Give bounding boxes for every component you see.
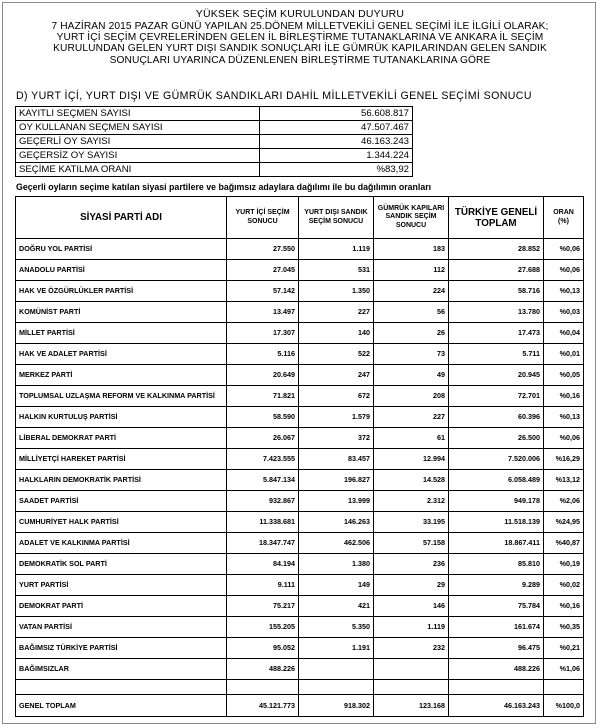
cell-ratio: %0,04 [544,323,584,344]
cell-domestic: 13.497 [227,302,299,323]
summary-value: %83,92 [260,163,413,177]
cell-party: MERKEZ PARTİ [16,365,227,386]
table-row [16,554,584,575]
cell-abroad: 421 [299,596,374,617]
table-row-spacer [16,680,584,695]
cell-ratio: %0,35 [544,617,584,638]
cell-customs: 227 [374,407,449,428]
table-row [16,470,584,491]
cell-ratio: %1,06 [544,659,584,680]
cell-party: VATAN PARTİSİ [16,617,227,638]
cell-ratio: %0,03 [544,302,584,323]
table-row [16,386,584,407]
cell-total: 20.945 [449,365,544,386]
cell-domestic: 57.142 [227,281,299,302]
table-row [16,239,584,260]
cell-party: MİLLİYETÇİ HAREKET PARTİSİ [16,449,227,470]
cell-customs: 123.168 [374,695,449,717]
cell-domestic: 27.045 [227,260,299,281]
summary-value: 1.344.224 [260,149,413,163]
cell-abroad: 1.119 [299,239,374,260]
cell-ratio: %24,95 [544,512,584,533]
summary-table [15,106,413,177]
cell-party: HAK VE ADALET PARTİSİ [16,344,227,365]
cell-domestic: 71.821 [227,386,299,407]
cell-total [449,680,544,695]
cell-total: 6.058.489 [449,470,544,491]
cell-customs: 49 [374,365,449,386]
cell-party: DEMOKRAT PARTİ [16,596,227,617]
cell-party [16,680,227,695]
cell-customs: 73 [374,344,449,365]
cell-total: 28.852 [449,239,544,260]
cell-abroad: 140 [299,323,374,344]
cell-ratio: %0,06 [544,428,584,449]
cell-ratio: %0,16 [544,596,584,617]
cell-total: 85.810 [449,554,544,575]
cell-abroad: 1.579 [299,407,374,428]
summary-row [16,163,413,177]
cell-domestic: 45.121.773 [227,695,299,717]
table-row [16,260,584,281]
cell-abroad: 522 [299,344,374,365]
cell-domestic: 20.649 [227,365,299,386]
summary-row [16,121,413,135]
results-body [16,239,584,717]
cell-customs [374,680,449,695]
table-row [16,449,584,470]
cell-party: BAĞIMSIZLAR [16,659,227,680]
column-header-ratio: ORAN (%) [544,197,584,239]
header-line: 7 HAZİRAN 2015 PAZAR GÜNÜ YAPILAN 25.DÖNEM MİLLETVEKİLİ GENEL SEÇİMİ İLE İLGİLİ OLARAK; [51,21,549,32]
cell-ratio: %100,0 [544,695,584,717]
summary-label: KAYITLI SEÇMEN SAYISI [16,107,260,121]
cell-party: GENEL TOPLAM [16,695,227,717]
cell-total: 60.396 [449,407,544,428]
cell-party: ADALET VE KALKINMA PARTİSİ [16,533,227,554]
cell-domestic: 27.550 [227,239,299,260]
cell-total: 13.780 [449,302,544,323]
cell-domestic: 5.847.134 [227,470,299,491]
cell-domestic: 58.590 [227,407,299,428]
column-header-abroad: YURT DIŞI SANDIK SEÇİM SONUCU [299,197,374,239]
cell-total: 26.500 [449,428,544,449]
summary-label: GEÇERSİZ OY SAYISI [16,149,260,163]
cell-domestic: 95.052 [227,638,299,659]
cell-customs: 236 [374,554,449,575]
cell-party: BAĞIMSIZ TÜRKİYE PARTİSİ [16,638,227,659]
cell-domestic: 11.338.681 [227,512,299,533]
cell-ratio: %40,87 [544,533,584,554]
summary-label: OY KULLANAN SEÇMEN SAYISI [16,121,260,135]
cell-total: 96.475 [449,638,544,659]
summary-label: GEÇERLİ OY SAYISI [16,135,260,149]
table-row [16,533,584,554]
table-row [16,428,584,449]
cell-party: LİBERAL DEMOKRAT PARTİ [16,428,227,449]
cell-total: 11.518.139 [449,512,544,533]
cell-total: 75.784 [449,596,544,617]
cell-customs: 1.119 [374,617,449,638]
cell-abroad: 146.263 [299,512,374,533]
results-table-caption: Geçerli oyların seçime katılan siyasi partilere ve bağımsız adaylara dağılımı ile bu dağılımın oranları [16,182,432,192]
header-line: KURULUNDAN GELEN YURT DIŞI SANDIK SONUÇLARI İLE GÜMRÜK KAPILARINDAN GELEN SANDIK [53,43,547,55]
cell-customs: 56 [374,302,449,323]
announcement-header [0,8,600,66]
cell-customs [374,659,449,680]
cell-domestic: 9.111 [227,575,299,596]
cell-ratio: %0,21 [544,638,584,659]
cell-abroad: 672 [299,386,374,407]
cell-abroad: 531 [299,260,374,281]
cell-abroad: 149 [299,575,374,596]
cell-customs: 224 [374,281,449,302]
cell-ratio: %13,12 [544,470,584,491]
cell-domestic: 84.194 [227,554,299,575]
cell-party: HAK VE ÖZGÜRLÜKLER PARTİSİ [16,281,227,302]
cell-domestic: 488.226 [227,659,299,680]
cell-customs: 26 [374,323,449,344]
cell-party: KOMÜNİST PARTİ [16,302,227,323]
cell-abroad: 196.827 [299,470,374,491]
table-row [16,344,584,365]
header-line: SONUÇLARI UYARINCA DÜZENLENEN BİRLEŞTİRME TUTANAKLARINA GÖRE [109,54,491,66]
column-header-total: TÜRKİYE GENELİ TOPLAM [449,197,544,239]
cell-domestic: 75.217 [227,596,299,617]
cell-domestic: 932.867 [227,491,299,512]
cell-ratio: %0,16 [544,386,584,407]
cell-party: TOPLUMSAL UZLAŞMA REFORM VE KALKINMA PARTİSİ [16,386,227,407]
cell-total: 949.178 [449,491,544,512]
cell-abroad: 1.380 [299,554,374,575]
cell-total: 18.867.411 [449,533,544,554]
cell-party: YURT PARTİSİ [16,575,227,596]
cell-total: 46.163.243 [449,695,544,717]
cell-total: 161.674 [449,617,544,638]
cell-ratio: %0,13 [544,407,584,428]
cell-party: ANADOLU PARTİSİ [16,260,227,281]
cell-party: DOĞRU YOL PARTİSİ [16,239,227,260]
cell-party: CUMHURİYET HALK PARTİSİ [16,512,227,533]
cell-domestic: 7.423.555 [227,449,299,470]
cell-customs: 112 [374,260,449,281]
cell-party: MİLLET PARTİSİ [16,323,227,344]
table-row [16,323,584,344]
cell-abroad: 1.191 [299,638,374,659]
table-row [16,512,584,533]
cell-ratio: %16,29 [544,449,584,470]
total-row [16,695,584,717]
announcement-title: YÜKSEK SEÇİM KURULUNDAN DUYURU [195,8,405,20]
summary-row [16,149,413,163]
cell-customs: 14.528 [374,470,449,491]
cell-customs: 12.994 [374,449,449,470]
cell-total: 17.473 [449,323,544,344]
cell-customs: 208 [374,386,449,407]
cell-ratio: %0,02 [544,575,584,596]
cell-domestic: 5.116 [227,344,299,365]
cell-abroad: 5.350 [299,617,374,638]
cell-total: 9.289 [449,575,544,596]
cell-total: 58.716 [449,281,544,302]
cell-customs: 57.158 [374,533,449,554]
cell-abroad: 227 [299,302,374,323]
cell-total: 5.711 [449,344,544,365]
cell-abroad: 372 [299,428,374,449]
header-line: YURT İÇİ SEÇİM ÇEVRELERİNDEN GELEN İL BİRLEŞTİRME TUTANAKLARINA VE ANKARA İL SEÇİM [56,32,544,44]
results-table [15,196,584,717]
cell-ratio: %0,13 [544,281,584,302]
summary-label: SEÇİME KATILMA ORANI [16,163,260,177]
results-header-row [16,197,584,239]
cell-abroad [299,680,374,695]
cell-abroad: 462.506 [299,533,374,554]
cell-customs: 146 [374,596,449,617]
cell-domestic [227,680,299,695]
cell-party: SAADET PARTİSİ [16,491,227,512]
table-row [16,491,584,512]
summary-row [16,135,413,149]
cell-party: DEMOKRATİK SOL PARTİ [16,554,227,575]
cell-ratio: %0,06 [544,260,584,281]
cell-abroad: 13.999 [299,491,374,512]
cell-total: 488.226 [449,659,544,680]
cell-ratio: %0,01 [544,344,584,365]
cell-party: HALKIN KURTULUŞ PARTİSİ [16,407,227,428]
cell-domestic: 26.067 [227,428,299,449]
cell-ratio: %0,06 [544,239,584,260]
cell-abroad: 1.350 [299,281,374,302]
table-row [16,596,584,617]
summary-value: 46.163.243 [260,135,413,149]
table-row [16,617,584,638]
table-row [16,281,584,302]
cell-customs: 61 [374,428,449,449]
cell-customs: 232 [374,638,449,659]
cell-ratio: %2,06 [544,491,584,512]
cell-domestic: 17.307 [227,323,299,344]
column-header-party: SİYASİ PARTİ ADI [16,197,227,239]
cell-abroad: 247 [299,365,374,386]
summary-value: 56.608.817 [260,107,413,121]
table-row [16,302,584,323]
cell-total: 27.688 [449,260,544,281]
cell-customs: 29 [374,575,449,596]
column-header-domestic: YURT İÇİ SEÇİM SONUCU [227,197,299,239]
cell-abroad: 918.302 [299,695,374,717]
cell-ratio: %0,19 [544,554,584,575]
table-row [16,638,584,659]
table-row [16,365,584,386]
cell-domestic: 155.205 [227,617,299,638]
cell-customs: 183 [374,239,449,260]
summary-row [16,107,413,121]
column-header-customs: GÜMRÜK KAPILARI SANDIK SEÇİM SONUCU [374,197,449,239]
cell-customs: 2.312 [374,491,449,512]
section-title: D) YURT İÇİ, YURT DIŞI VE GÜMRÜK SANDIKLARI DAHİL MİLLETVEKİLİ GENEL SEÇİMİ SONUCU [16,90,532,102]
cell-abroad [299,659,374,680]
cell-total: 72.701 [449,386,544,407]
cell-abroad: 83.457 [299,449,374,470]
table-row [16,659,584,680]
cell-domestic: 18.347.747 [227,533,299,554]
summary-value: 47.507.467 [260,121,413,135]
cell-ratio [544,680,584,695]
table-row [16,575,584,596]
cell-total: 7.520.006 [449,449,544,470]
cell-customs: 33.195 [374,512,449,533]
table-row [16,407,584,428]
cell-party: HALKLARIN DEMOKRATİK PARTİSİ [16,470,227,491]
cell-ratio: %0,05 [544,365,584,386]
